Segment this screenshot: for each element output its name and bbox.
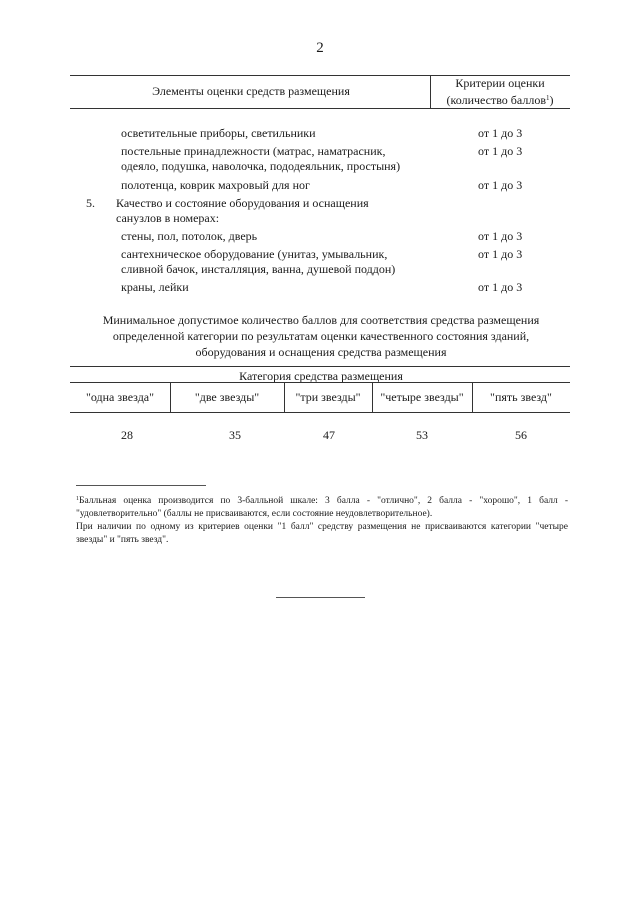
footnote <box>76 493 568 547</box>
category-value: 56 <box>515 428 527 442</box>
item-score: от 1 до 3 <box>478 144 523 158</box>
footnote-paragraph: При наличии по одному из критериев оценки "1 балл" средству размещения не присваиваются категории "четыре звезды" и "пять звезд". <box>76 522 568 545</box>
category-table-top-rule <box>70 366 570 367</box>
category-header: "две звезды" <box>194 390 260 404</box>
item-text: сантехническое оборудование (унитаз, умывальник, сливной бачок, инсталляция, ванна, душевой поддон) <box>121 247 396 276</box>
item-score: от 1 до 3 <box>478 247 523 261</box>
item-text: полотенца, коврик махровый для ног <box>121 178 310 192</box>
section-number: 5. <box>86 196 95 210</box>
footnote-ref: 1 <box>545 94 550 102</box>
category-table-title: Категория средства размещения <box>239 369 403 383</box>
footnote-mark: 1 <box>76 496 79 502</box>
item-text: стены, пол, потолок, дверь <box>121 229 258 243</box>
category-header: "одна звезда" <box>85 390 155 404</box>
category-value: 47 <box>323 428 335 442</box>
category-value: 53 <box>416 428 428 442</box>
footnote-separator <box>76 485 206 486</box>
item-score: от 1 до 3 <box>478 178 523 192</box>
page-number: 2 <box>316 40 324 56</box>
criteria-line-2: (количество баллов$^1$) <box>446 93 554 107</box>
end-of-document-rule <box>276 597 365 598</box>
table-header-bottom-rule <box>70 108 570 109</box>
category-value: 35 <box>229 428 241 442</box>
item-score: от 1 до 3 <box>478 280 523 294</box>
min-score-title: Минимальное допустимое количество баллов для соответствия средства размещения определенной категории по результатам оценки качественного состояния зданий, оборудования и оснащения средства размещения <box>102 313 540 359</box>
item-text: краны, лейки <box>121 280 189 294</box>
item-score: от 1 до 3 <box>478 229 523 243</box>
criteria-line-1: Критерии оценки <box>455 76 545 90</box>
category-header: "три звезды" <box>295 390 361 404</box>
category-header: "пять звезд" <box>490 390 552 404</box>
category-table-title-rule <box>70 382 570 383</box>
category-header: "четыре звезды" <box>380 390 464 404</box>
section-title: Качество и состояние оборудования и оснащения санузлов в номерах: <box>116 196 369 225</box>
item-text: осветительные приборы, светильники <box>121 126 316 140</box>
column-header-criteria <box>431 76 569 108</box>
column-header-elements: Элементы оценки средств размещения <box>152 84 350 98</box>
footnote-paragraph: $^1$Балльная оценка производится по 3-балльной шкале: 3 балла - "отлично", 2 балла - "хорошо", 1 балл - "удовлетворительно" (баллы не присваиваются, если состояние неудовлетворительное). <box>76 496 568 519</box>
item-text: постельные принадлежности (матрас, наматрасник, одеяло, подушка, наволочка, пододеяльник, простыня) <box>121 144 401 173</box>
category-table-header-rule <box>70 412 570 413</box>
category-value: 28 <box>121 428 133 442</box>
item-score: от 1 до 3 <box>478 126 523 140</box>
